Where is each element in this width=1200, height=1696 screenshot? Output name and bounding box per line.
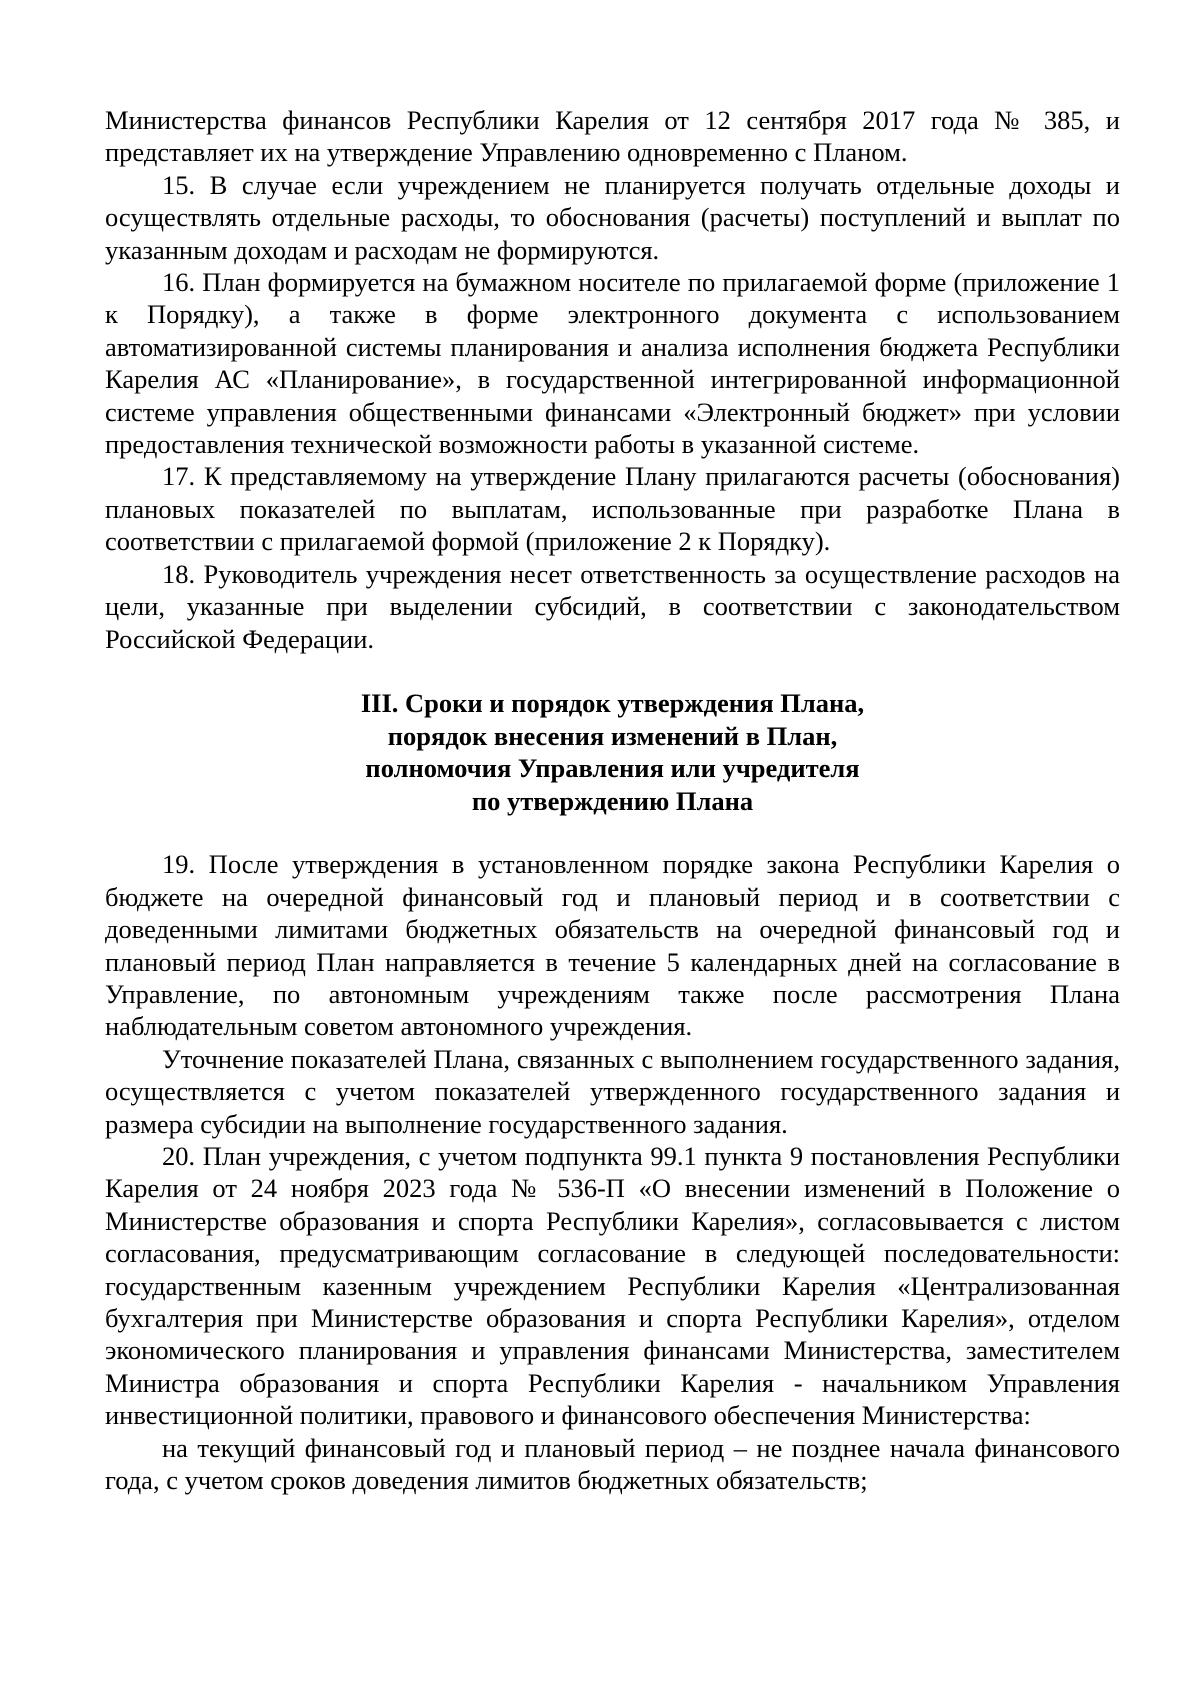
paragraph-clarification: Уточнение показателей Плана, связанных с выполнением государственного задания, осуществляется с учетом показателей утвержденного государственного задания и размера субсидии на выполнение государственного задания. (105, 1043, 1120, 1139)
paragraph-current-year: на текущий финансовый год и плановый период – не позднее начала финансового года, с учетом сроков доведения лимитов бюджетных обязательств; (105, 1432, 1120, 1495)
paragraph-item-18: 18. Руководитель учреждения несет ответственность за осуществление расходов на цели, указанные при выделении субсидий, в соответствии с законодательством Российской Федерации. (105, 558, 1120, 654)
paragraph-item-17: 17. К представляемому на утверждение Плану прилагаются расчеты (обоснования) плановых показателей по выплатам, использованные при разработке Плана в соответствии с прилагаемой формой (приложение 2 к Порядку). (105, 461, 1120, 557)
paragraph-item-19: 19. После утверждения в установленном порядке закона Республики Карелия о бюджете на очередной финансовый год и плановый период и в соответствии с доведенными лимитами бюджетных обязательств на очередной финансовый год и плановый период План направляется в течение 5 календарных дней на согласование в Управление, по автономным учреждениям также после рассмотрения Плана наблюдательным советом автономного учреждения. (105, 849, 1120, 1042)
paragraph-continuation: Министерства финансов Республики Карелия от 12 сентября 2017 года № 385, и представляет их на утверждение Управлению одновременно с Планом. (105, 105, 1120, 168)
section-heading (105, 687, 1120, 817)
document-page (105, 104, 1120, 1496)
paragraph-item-20: 20. План учреждения, с учетом подпункта 99.1 пункта 9 постановления Республики Карелия от 24 ноября 2023 года № 536-П «О внесении изменений в Положение о Министерстве образования и спорта Республики Карелия», согласовывается с листом согласования, предусматривающим согласование в следующей последовательности: государственным казенным учреждением Республики Карелия «Централизованная бухгалтерия при Министерстве образования и спорта Республики Карелия», отделом экономического планирования и управления финансами Министерства, заместителем Министра образования и спорта Республики Карелия - начальником Управления инвестиционной политики, правового и финансового обеспечения Министерства: (105, 1140, 1120, 1431)
section-heading-line-4: по утверждению Плана (471, 785, 754, 816)
paragraph-item-15: 15. В случае если учреждением не планируется получать отдельные доходы и осуществлять отдельные расходы, то обоснования (расчеты) поступлений и выплат по указанным доходам и расходам не формируются. (105, 169, 1120, 265)
section-heading-line-1: III. Сроки и порядок утверждения Плана, (360, 687, 865, 718)
paragraph-item-16: 16. План формируется на бумажном носителе по прилагаемой форме (приложение 1 к Порядку), а также в форме электронного документа с использованием автоматизированной системы планирования и анализа исполнения бюджета Республики Карелия АС «Планирование», в государственной интегрированной информационной системе управления общественными финансами «Электронный бюджет» при условии предоставления технической возможности работы в указанной системе. (105, 267, 1120, 460)
section-heading-line-3: полномочия Управления или учредителя (365, 753, 860, 784)
section-heading-line-2: порядок внесения изменений в План, (387, 720, 838, 751)
